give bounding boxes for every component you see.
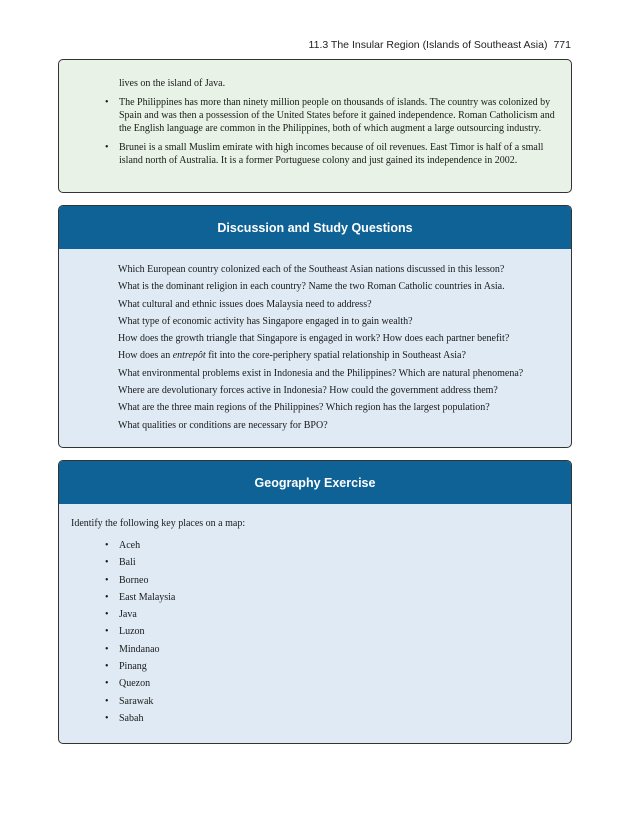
discussion-title: Discussion and Study Questions bbox=[59, 206, 571, 249]
place-item: • Quezon bbox=[103, 675, 175, 692]
geography-intro: Identify the following key places on a map: bbox=[71, 518, 246, 529]
summary-bullet: • Brunei is a small Muslim emirate with high incomes because of oil revenues. East Timor is half of a small island north of Australia. It is a former Portuguese colony and just gained its independence in 2002. bbox=[103, 141, 559, 167]
entrepot-term: entrepôt bbox=[172, 350, 206, 362]
geography-title: Geography Exercise bbox=[59, 461, 571, 504]
place-item: • Sabah bbox=[103, 710, 175, 727]
summary-bullet: • The Philippines has more than ninety million people on thousands of islands. The country was colonized by Spain and was then a possession of the United States before it gained independence. Roman Catholicism and the English language are common in the Philippines, both of which augment a large outsourcing industry. bbox=[103, 96, 559, 135]
discussion-box: Discussion and Study Questions Which European country colonized each of the Southeast Asian nations discussed in this lesson? What is the dominant religion in each country? Name the two Roman Catholic countries in Asia. What cultural and ethnic issues does Malaysia need to address? What type of economic activity has Singapore engaged in to gain wealth? How does the growth triangle that Singapore is engaged in work? How does each partner benefit? How does an entrepôt fit into the core-periphery spatial relationship in Southeast Asia? What environmental problems exist in Indonesia and the Philippines? Which are natural phenomena? Where are devolutionary forces active in Indonesia? How could the government address them? What are the three main regions of the Philippines? Which region has the largest population? What qualities or conditions are necessary for BPO? bbox=[58, 205, 572, 448]
place-item: • East Malaysia bbox=[103, 589, 175, 606]
place-item: • Mindanao bbox=[103, 641, 175, 658]
section-title: 11.3 The Insular Region (Islands of Southeast Asia) bbox=[308, 39, 548, 51]
place-item: • Aceh bbox=[103, 537, 175, 554]
place-item: • Sarawak bbox=[103, 693, 175, 710]
summary-bullet-list bbox=[103, 96, 559, 173]
geography-box bbox=[58, 460, 572, 744]
place-item: • Luzon bbox=[103, 623, 175, 640]
places-list bbox=[103, 537, 175, 727]
summary-continuation: lives on the island of Java. bbox=[119, 78, 226, 89]
place-item: • Java bbox=[103, 606, 175, 623]
page-number: 771 bbox=[553, 39, 571, 51]
place-item: • Bali bbox=[103, 554, 175, 571]
place-item: • Pinang bbox=[103, 658, 175, 675]
running-header bbox=[309, 39, 571, 51]
summary-box bbox=[58, 59, 572, 193]
place-item: • Borneo bbox=[103, 572, 175, 589]
